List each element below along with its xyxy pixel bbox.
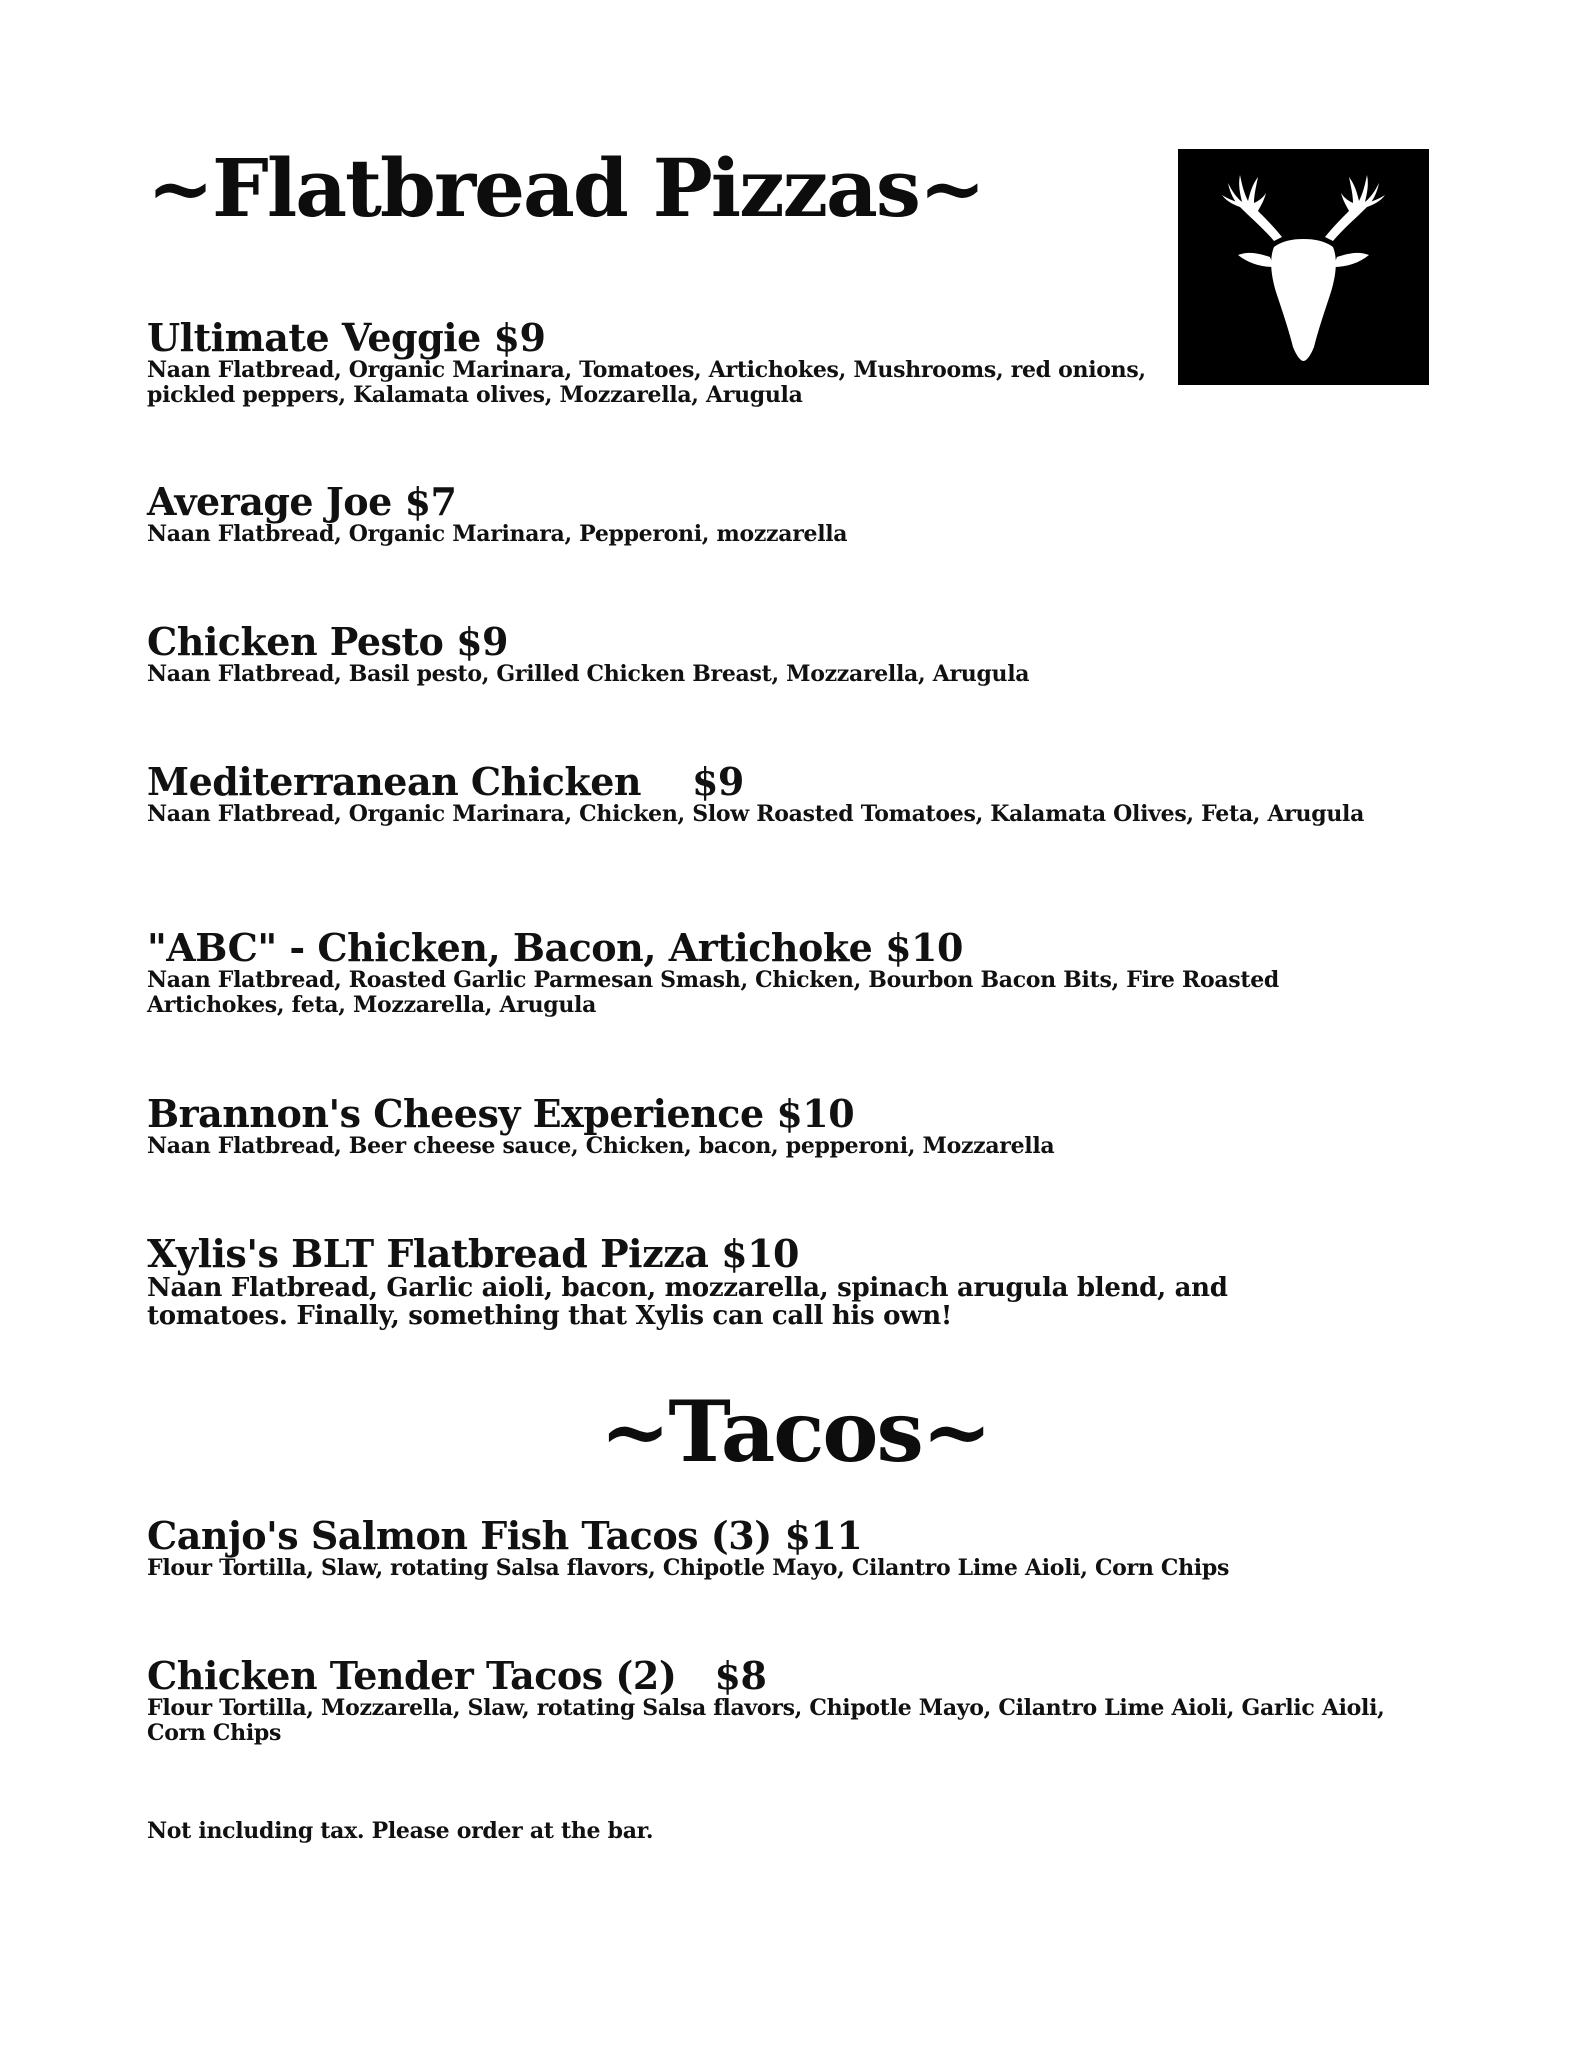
item-price: $10 (776, 1091, 855, 1136)
item-title (147, 1091, 1417, 1136)
item-description: Naan Flatbread, Basil pesto, Grilled Chicken Breast, Mozzarella, Arugula (147, 661, 1030, 687)
item-description: Flour Tortilla, Mozzarella, Slaw, rotating Salsa flavors, Chipotle Mayo, Cilantro Lime Aioli, Garlic Aioli, Corn Chips (147, 1695, 1385, 1746)
item-name: Xylis's BLT Flatbread Pizza (147, 1231, 709, 1276)
item-price: $9 (691, 759, 744, 804)
item-description: Naan Flatbread, Garlic aioli, bacon, mozzarella, spinach arugula blend, and tomatoes. Finally, something that Xylis can call his own! (147, 1273, 1228, 1331)
item-title (147, 925, 1417, 970)
item-name: Ultimate Veggie (147, 315, 481, 360)
item-title (147, 479, 1417, 524)
item-name: Mediterranean Chicken (147, 759, 642, 804)
item-description: Naan Flatbread, Beer cheese sauce, Chicken, bacon, pepperoni, Mozzarella (147, 1133, 1055, 1159)
menu-item-xylis-blt (147, 1231, 1417, 1331)
item-name: "ABC" - Chicken, Bacon, Artichoke (147, 925, 873, 970)
footer-note: Not including tax. Please order at the bar. (147, 1818, 654, 1844)
item-title (147, 619, 1417, 664)
item-price: $10 (721, 1231, 799, 1276)
item-title (147, 1653, 1417, 1698)
item-description: Flour Tortilla, Slaw, rotating Salsa flavors, Chipotle Mayo, Cilantro Lime Aioli, Corn Chips (147, 1555, 1230, 1581)
item-price: $10 (885, 925, 963, 970)
menu-item-chicken-pesto (147, 619, 1417, 687)
menu-item-mediterranean-chicken (147, 759, 1417, 827)
menu-item-ultimate-veggie (147, 315, 1417, 408)
menu-item-chicken-tender-tacos (147, 1653, 1417, 1746)
item-price: $9 (493, 315, 546, 360)
menu-item-salmon-fish-tacos (147, 1513, 1417, 1581)
item-description: Naan Flatbread, Organic Marinara, Chicken, Slow Roasted Tomatoes, Kalamata Olives, Feta, Arugula (147, 801, 1365, 827)
item-title (147, 759, 1417, 804)
tacos-heading: ~Tacos~ (600, 1382, 991, 1481)
item-description: Naan Flatbread, Organic Marinara, Tomatoes, Artichokes, Mushrooms, red onions, pickled peppers, Kalamata olives, Mozzarella, Arugula (147, 357, 1146, 408)
item-title (147, 1513, 1417, 1558)
item-name: Brannon's Cheesy Experience (147, 1091, 764, 1136)
menu-item-average-joe (147, 479, 1417, 547)
flatbread-heading: ~Flatbread Pizzas~ (147, 141, 984, 235)
item-name: Canjo's Salmon Fish Tacos (3) (147, 1513, 772, 1558)
item-title (147, 1231, 1417, 1276)
item-price: $7 (404, 479, 457, 524)
item-name: Chicken Tender Tacos (2) (147, 1653, 677, 1698)
item-title (147, 315, 1417, 360)
item-description: Naan Flatbread, Organic Marinara, Pepperoni, mozzarella (147, 521, 848, 547)
item-price: $9 (456, 619, 508, 664)
menu-item-brannons-cheesy-experience (147, 1091, 1417, 1159)
item-price: $11 (784, 1513, 863, 1558)
item-description: Naan Flatbread, Roasted Garlic Parmesan Smash, Chicken, Bourbon Bacon Bits, Fire Roasted Artichokes, feta, Mozzarella, Arugula (147, 967, 1280, 1018)
item-name: Chicken Pesto (147, 619, 444, 664)
item-price: $8 (714, 1653, 767, 1698)
item-name: Average Joe (147, 479, 392, 524)
menu-item-abc (147, 925, 1417, 1018)
